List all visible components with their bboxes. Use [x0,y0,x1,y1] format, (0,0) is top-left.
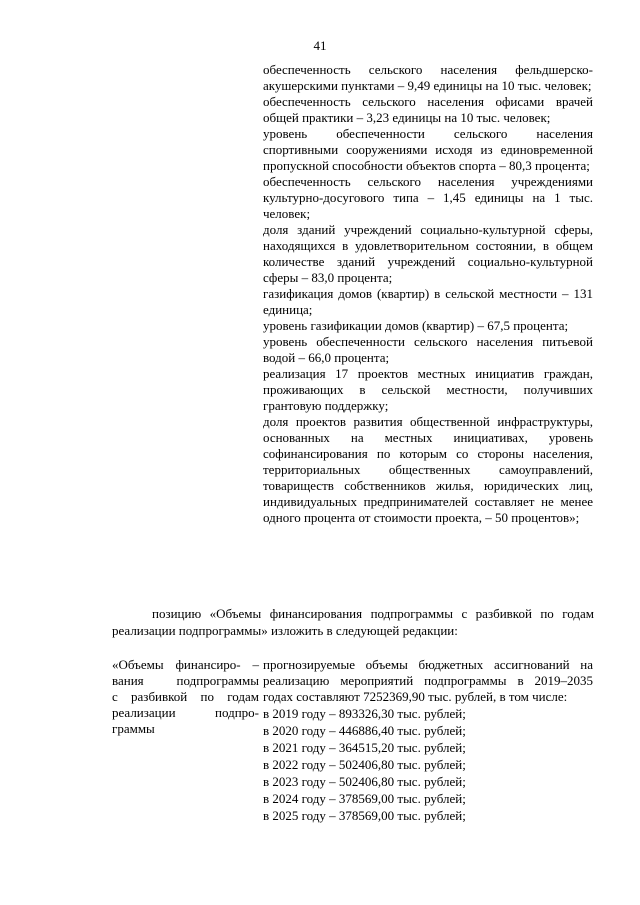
funding-intro: прогнозируемые объемы бюджетных ассигнований на реализацию мероприятий подпрограммы в 2019–2035 годах составляют 7252369,90 тыс. рублей, в том числе: [263,657,593,704]
target-item: уровень газификации домов (квартир) – 67,5 процента; [263,318,569,333]
funding-description [263,657,593,824]
target-item: газификация домов (квартир) в сельской местности – 131 единица; [263,286,593,317]
target-item: обеспеченность сельского населения учреждениями культурно-досугового типа – 1,45 единицы на 1 тыс. человек; [263,174,593,221]
funding-year-line: в 2021 году – 364515,20 тыс. рублей; [263,740,466,755]
target-item: уровень обеспеченности сельского населения спортивными сооружениями исходя из единовременной пропускной способности объектов спорта – 80,3 процента; [263,126,593,173]
target-item: реализация 17 проектов местных инициатив граждан, проживающих в сельской местности, получивших грантовую поддержку; [263,366,593,413]
targets-list [263,62,593,526]
position-label-line: с разбивкой по годам [112,689,259,704]
target-item: уровень обеспеченности сельского населения питьевой водой – 66,0 процента; [263,334,593,365]
position-label-line: вания подпрограммы [112,673,259,688]
funding-year-line: в 2024 году – 378569,00 тыс. рублей; [263,791,466,806]
funding-year-line: в 2019 году – 893326,30 тыс. рублей; [263,706,466,721]
target-item: обеспеченность сельского населения офисами врачей общей практики – 3,23 единицы на 10 тыс. человек; [263,94,593,125]
position-label [112,657,259,737]
funding-year-line: в 2023 году – 502406,80 тыс. рублей; [263,774,466,789]
position-label-line: реализации подпро- [112,705,259,720]
amendment-instruction: позицию «Объемы финансирования подпрограммы с разбивкой по годам реализации подпрограммы» изложить в следующей редакции: [112,606,594,638]
page-number: 41 [313,38,327,53]
target-item: доля проектов развития общественной инфраструктуры, основанных на местных инициативах, уровень софинансирования по которым со стороны населения, территориальных общественных самоуправлений, товариществ собственников жилья, юридических лиц, индивидуальных предпринимателей составляет не менее одного процента от стоимости проекта, – 50 процентов»; [263,414,593,525]
funding-year-line: в 2022 году – 502406,80 тыс. рублей; [263,757,466,772]
target-item: доля зданий учреждений социально-культурной сферы, находящихся в удовлетворительном состоянии, в общем количестве зданий учреждений социально-культурной сферы – 83,0 процента; [263,222,593,285]
target-item: обеспеченность сельского населения фельдшерско-акушерскими пунктами – 9,49 единицы на 10 тыс. человек; [263,62,593,93]
position-label-line: «Объемы финансиро- – [112,657,259,672]
funding-year-line: в 2020 году – 446886,40 тыс. рублей; [263,723,466,738]
position-label-line: граммы [112,721,155,736]
funding-year-line: в 2025 году – 378569,00 тыс. рублей; [263,808,466,823]
